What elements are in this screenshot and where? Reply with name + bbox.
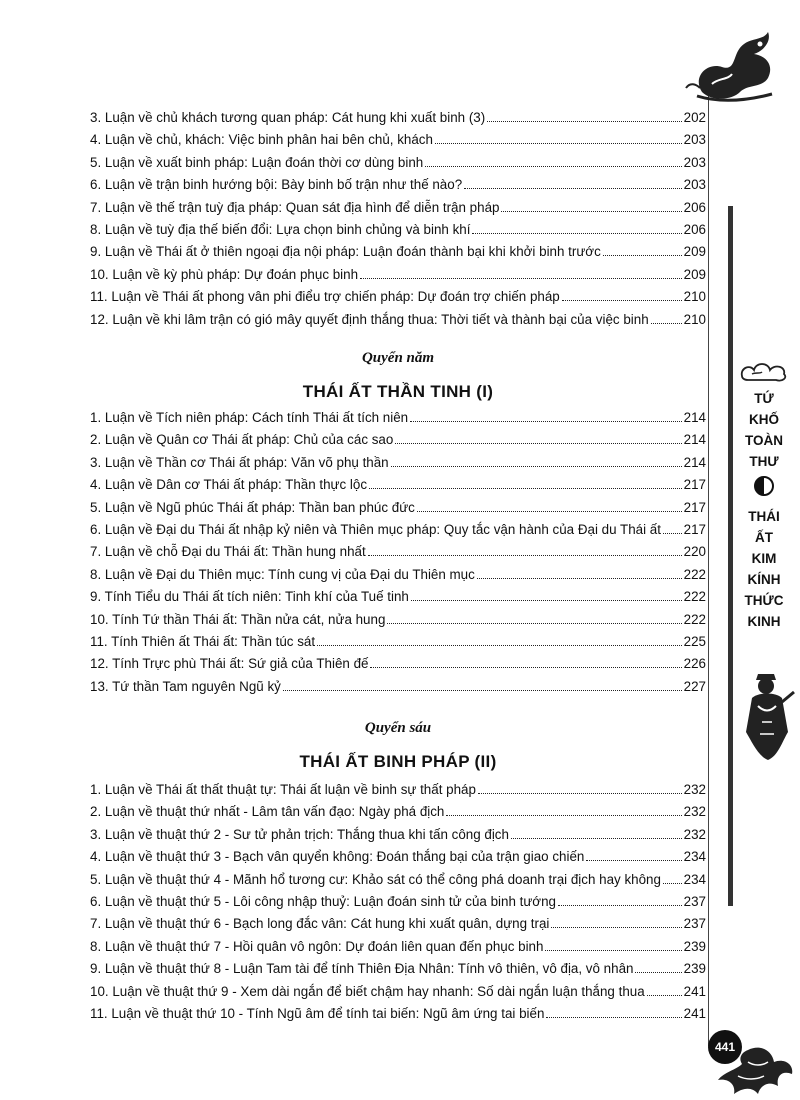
toc-entry-title: 7. Luận về thế trận tuỳ địa pháp: Quan sát địa hình để diễn trận pháp bbox=[90, 199, 500, 215]
toc-entry-page: 226 bbox=[683, 656, 706, 672]
toc-entry bbox=[90, 782, 706, 804]
side-word: KHỐ bbox=[749, 412, 779, 427]
toc-leader-dots bbox=[435, 143, 682, 144]
toc-leader-dots bbox=[472, 233, 681, 234]
side-bar bbox=[728, 206, 733, 906]
toc-entry-page: 222 bbox=[683, 589, 706, 605]
dragon-icon bbox=[682, 22, 782, 104]
toc-section-volume6 bbox=[90, 782, 706, 1028]
toc-leader-dots bbox=[464, 188, 682, 189]
toc-leader-dots bbox=[446, 815, 681, 816]
toc-leader-dots bbox=[411, 600, 682, 601]
toc-leader-dots bbox=[635, 972, 681, 973]
toc-entry-title: 2. Luận về thuật thứ nhất - Lâm tân vấn đạo: Ngày phá địch bbox=[90, 804, 445, 820]
toc-entry bbox=[90, 612, 706, 634]
toc-entry-page: 209 bbox=[683, 266, 706, 282]
toc-entry-page: 234 bbox=[683, 849, 706, 865]
toc-entry-title: 5. Luận về thuật thứ 4 - Mãnh hổ tương cư: Khảo sát có thể công phá doanh trại địch hay không bbox=[90, 871, 661, 887]
toc-leader-dots bbox=[546, 1017, 681, 1018]
toc-entry-page: 214 bbox=[683, 410, 706, 425]
toc-entry bbox=[90, 544, 706, 566]
toc-entry-title: 6. Luận về trận binh hướng bội: Bày binh bố trận như thế nào? bbox=[90, 177, 463, 193]
toc-leader-dots bbox=[551, 927, 681, 928]
toc-entry-title: 7. Luận về chỗ Đại du Thái ất: Thần hung nhất bbox=[90, 544, 366, 560]
toc-entry-title: 7. Luận về thuật thứ 6 - Bạch long đắc vân: Cát hung khi xuất quân, dựng trại bbox=[90, 916, 550, 932]
toc-leader-dots bbox=[558, 905, 682, 906]
toc-entry-title: 9. Luận về Thái ất ở thiên ngoại địa nội pháp: Luận đoán thành bại khi khởi binh trước bbox=[90, 244, 601, 260]
toc-leader-dots bbox=[370, 667, 681, 668]
toc-entry bbox=[90, 132, 706, 154]
toc-entry-page: 234 bbox=[683, 871, 706, 887]
toc-entry-title: 3. Luận về thuật thứ 2 - Sư tử phản trịch: Thắng thua khi tấn công địch bbox=[90, 826, 509, 842]
toc-entry bbox=[90, 916, 706, 938]
toc-entry-title: 9. Tính Tiểu du Thái ất tích niên: Tinh khí của Tuế tinh bbox=[90, 589, 409, 605]
toc-entry-title: 6. Luận về thuật thứ 5 - Lôi công nhập thuỷ: Luận đoán sinh tử của binh tướng bbox=[90, 893, 556, 909]
side-word: KÍNH bbox=[747, 572, 781, 587]
toc-leader-dots bbox=[317, 645, 682, 646]
toc-entry-title: 5. Luận về Ngũ phúc Thái ất pháp: Thần ban phúc đức bbox=[90, 499, 415, 515]
toc-entry-page: 214 bbox=[683, 454, 706, 470]
toc-entry bbox=[90, 312, 706, 334]
toc-entry bbox=[90, 110, 706, 132]
toc-entry-page: 241 bbox=[683, 1005, 706, 1021]
side-word: THƯ bbox=[749, 454, 779, 469]
side-title bbox=[735, 388, 793, 632]
toc-leader-dots bbox=[410, 421, 682, 422]
toc-entry-title: 9. Luận về thuật thứ 8 - Luận Tam tài để tính Thiên Địa Nhân: Tính vô thiên, vô địa, vô nhân bbox=[90, 961, 634, 977]
toc-leader-dots bbox=[663, 533, 682, 534]
section-title: THÁI ẤT BINH PHÁP (II) bbox=[299, 752, 497, 771]
toc-entry bbox=[90, 244, 706, 266]
toc-leader-dots bbox=[586, 860, 681, 861]
toc-section-continued bbox=[90, 110, 706, 334]
toc-leader-dots bbox=[511, 838, 682, 839]
toc-entry-page: 203 bbox=[683, 154, 706, 170]
toc-entry bbox=[90, 477, 706, 499]
toc-entry bbox=[90, 894, 706, 916]
toc-entry-page: 232 bbox=[683, 826, 706, 842]
toc-entry-title: 6. Luận về Đại du Thái ất nhập kỷ niên và Thiên mục pháp: Quy tắc vận hành của Đại du Thái ất bbox=[90, 521, 661, 537]
toc-entry bbox=[90, 155, 706, 177]
toc-entry bbox=[90, 455, 706, 477]
toc-entry bbox=[90, 289, 706, 311]
toc-entry bbox=[90, 656, 706, 678]
toc-entry-title: 8. Luận về tuỳ địa thế biến đổi: Lựa chọn binh chủng và binh khí bbox=[90, 221, 471, 237]
toc-leader-dots bbox=[562, 300, 682, 301]
toc-section-volume5 bbox=[90, 410, 706, 701]
toc-leader-dots bbox=[651, 323, 682, 324]
toc-entry-page: 217 bbox=[683, 499, 706, 515]
toc-entry-page: 241 bbox=[683, 983, 706, 999]
toc-leader-dots bbox=[477, 578, 682, 579]
side-word: KINH bbox=[747, 614, 781, 629]
toc-leader-dots bbox=[478, 793, 682, 794]
toc-entry-page: 232 bbox=[683, 782, 706, 797]
toc-entry bbox=[90, 432, 706, 454]
toc-entry bbox=[90, 410, 706, 432]
toc-entry-page: 239 bbox=[683, 961, 706, 977]
toc-entry-page: 203 bbox=[683, 132, 706, 148]
toc-entry-title: 10. Luận về kỳ phù pháp: Dự đoán phục binh bbox=[90, 266, 359, 282]
toc-entry-title: 1. Luận về Tích niên pháp: Cách tính Thái ất tích niên bbox=[90, 410, 409, 425]
toc-entry bbox=[90, 634, 706, 656]
toc-entry-page: 217 bbox=[683, 521, 706, 537]
toc-entry-title: 10. Luận về thuật thứ 9 - Xem dài ngắn để biết chậm hay nhanh: Số dài ngắn luận thắng thua bbox=[90, 983, 645, 999]
toc-entry-page: 209 bbox=[683, 244, 706, 260]
phoenix-icon bbox=[708, 1040, 798, 1098]
toc-entry bbox=[90, 849, 706, 871]
toc-entry bbox=[90, 589, 706, 611]
volume-label: Quyển sáu bbox=[364, 720, 432, 736]
toc-entry-title: 12. Tính Trực phù Thái ất: Sứ giả của Thiên đế bbox=[90, 656, 369, 672]
toc-entry-title: 12. Luận về khi lâm trận có gió mây quyết định thắng thua: Thời tiết và thành bại của việc binh bbox=[90, 311, 649, 327]
toc-entry bbox=[90, 827, 706, 849]
toc-entry-title: 10. Tính Tứ thần Thái ất: Thần nửa cát, nửa hung bbox=[90, 611, 386, 627]
toc-entry-page: 232 bbox=[683, 804, 706, 820]
toc-entry-title: 11. Luận về thuật thứ 10 - Tính Ngũ âm để tính tai biến: Ngũ âm ứng tai biến bbox=[90, 1005, 545, 1021]
toc-entry bbox=[90, 522, 706, 544]
toc-entry-page: 222 bbox=[683, 566, 706, 582]
side-word: TOÀN bbox=[744, 433, 783, 448]
yin-yang-icon bbox=[754, 476, 774, 496]
toc-entry bbox=[90, 872, 706, 894]
toc-entry bbox=[90, 804, 706, 826]
toc-entry bbox=[90, 267, 706, 289]
toc-leader-dots bbox=[545, 950, 681, 951]
side-word: THÁI bbox=[748, 509, 780, 524]
toc-entry-title: 8. Luận về thuật thứ 7 - Hồi quân vô ngôn: Dự đoán liên quan đến phục binh bbox=[90, 938, 544, 954]
toc-entry-page: 210 bbox=[683, 289, 706, 305]
toc-leader-dots bbox=[487, 121, 681, 122]
toc-entry-title: 3. Luận về Thần cơ Thái ất pháp: Văn võ phụ thần bbox=[90, 454, 389, 470]
toc-entry-page: 222 bbox=[683, 611, 706, 627]
toc-leader-dots bbox=[395, 443, 681, 444]
side-word: ẤT bbox=[755, 530, 773, 545]
toc-entry-title: 2. Luận về Quân cơ Thái ất pháp: Chủ của các sao bbox=[90, 432, 394, 448]
toc-entry-title: 4. Luận về chủ, khách: Việc binh phân hai bên chủ, khách bbox=[90, 132, 433, 148]
toc-leader-dots bbox=[663, 883, 682, 884]
toc-entry bbox=[90, 567, 706, 589]
toc-entry-page: 202 bbox=[683, 110, 706, 125]
side-word: TỨ bbox=[754, 391, 774, 406]
frame-line bbox=[708, 86, 709, 1046]
side-word: KIM bbox=[751, 551, 777, 566]
toc-leader-dots bbox=[391, 466, 682, 467]
toc-entry-page: 217 bbox=[683, 477, 706, 493]
toc-entry-title: 11. Luận về Thái ất phong vân phi điểu trợ chiến pháp: Dự đoán trợ chiến pháp bbox=[90, 289, 560, 305]
toc-leader-dots bbox=[368, 555, 682, 556]
toc-leader-dots bbox=[387, 623, 681, 624]
toc-entry bbox=[90, 177, 706, 199]
toc-entry bbox=[90, 961, 706, 983]
scholar-figure-icon bbox=[738, 672, 796, 762]
volume-label: Quyển năm bbox=[361, 350, 435, 366]
toc-entry-page: 210 bbox=[683, 311, 706, 327]
toc-entry-page: 206 bbox=[683, 221, 706, 237]
toc-entry-page: 206 bbox=[683, 199, 706, 215]
toc-leader-dots bbox=[647, 995, 682, 996]
toc-entry bbox=[90, 984, 706, 1006]
page-number: 441 bbox=[708, 1030, 742, 1064]
toc-entry bbox=[90, 500, 706, 522]
toc-entry-page: 227 bbox=[683, 678, 706, 694]
toc-entry-page: 237 bbox=[683, 916, 706, 932]
side-word: THỨC bbox=[744, 593, 784, 608]
toc-entry bbox=[90, 679, 706, 701]
toc-entry-page: 239 bbox=[683, 938, 706, 954]
toc-entry-page: 237 bbox=[683, 893, 706, 909]
toc-leader-dots bbox=[360, 278, 682, 279]
toc-entry-page: 214 bbox=[683, 432, 706, 448]
toc-leader-dots bbox=[501, 211, 681, 212]
toc-leader-dots bbox=[283, 690, 682, 691]
section-title: THÁI ẤT THẦN TINH (I) bbox=[302, 382, 494, 401]
toc-entry bbox=[90, 200, 706, 222]
toc-entry bbox=[90, 939, 706, 961]
toc-entry-title: 4. Luận về thuật thứ 3 - Bạch vân quyển không: Đoán thắng bại của trận giao chiến bbox=[90, 849, 585, 865]
toc-leader-dots bbox=[603, 255, 682, 256]
toc-entry-title: 8. Luận về Đại du Thiên mục: Tính cung vị của Đại du Thiên mục bbox=[90, 566, 475, 582]
toc-entry-page: 220 bbox=[683, 544, 706, 560]
toc-entry-title: 3. Luận về chủ khách tương quan pháp: Cát hung khi xuất binh (3) bbox=[90, 110, 486, 125]
toc-entry-title: 11. Tính Thiên ất Thái ất: Thần túc sát bbox=[90, 633, 316, 649]
toc-entry bbox=[90, 222, 706, 244]
toc-entry-title: 5. Luận về xuất binh pháp: Luận đoán thời cơ dùng binh bbox=[90, 154, 424, 170]
toc-entry-title: 4. Luận về Dân cơ Thái ất pháp: Thần thực lộc bbox=[90, 477, 368, 493]
toc-entry-page: 203 bbox=[683, 177, 706, 193]
toc-entry-title: 1. Luận về Thái ất thất thuật tự: Thái ất luận về binh sự thất pháp bbox=[90, 782, 476, 797]
cloud-icon bbox=[738, 360, 790, 384]
toc-entry-page: 225 bbox=[683, 633, 706, 649]
toc-entry bbox=[90, 1006, 706, 1028]
toc-entry-title: 13. Tứ thần Tam nguyên Ngũ kỷ bbox=[90, 678, 281, 694]
toc-leader-dots bbox=[417, 511, 682, 512]
toc-leader-dots bbox=[369, 488, 682, 489]
toc-leader-dots bbox=[425, 166, 681, 167]
